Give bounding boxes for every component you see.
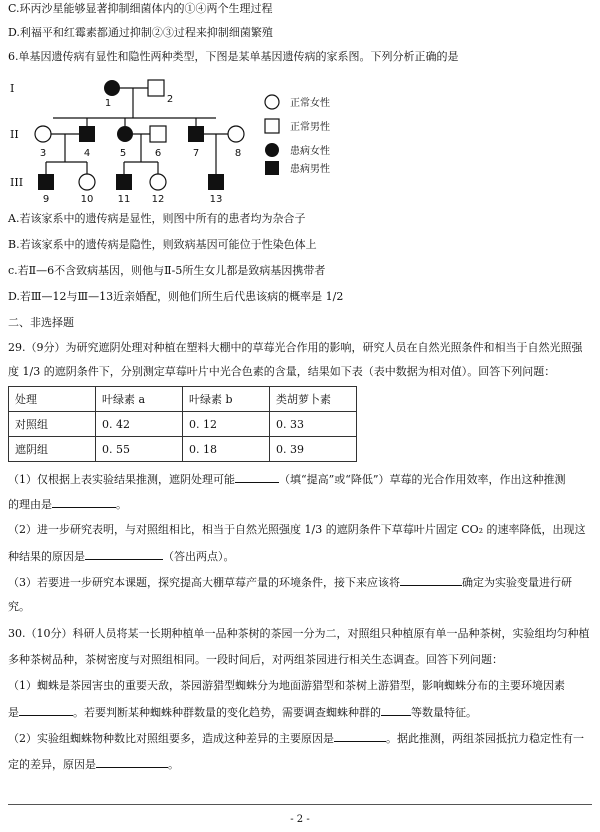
individual-10-normal-female — [79, 174, 95, 190]
answer-blank[interactable] — [334, 731, 386, 742]
option-d-prev: D.利福平和红霉素都通过抑制②③过程来抑制细菌繁殖 — [8, 26, 273, 39]
table-cell: 0. 55 — [96, 437, 183, 462]
table-header: 叶绿素 b — [183, 387, 270, 412]
individual-6-normal-male — [150, 126, 166, 142]
text-span: （答出两点）。 — [163, 550, 235, 563]
text-span: 。若要判断某种蜘蛛种群数量的变化趋势，需要调查蜘蛛种群的 — [73, 706, 381, 719]
table-cell: 0. 42 — [96, 412, 183, 437]
text-span: （2）实验组蜘蛛物种数比对照组要多，造成这种差异的主要原因是 — [8, 732, 334, 745]
legend-affected-male: 患病男性 — [290, 164, 330, 175]
table-cell: 对照组 — [9, 412, 96, 437]
table-cell: 0. 39 — [270, 437, 357, 462]
table-cell: 0. 18 — [183, 437, 270, 462]
pedigree-diagram — [8, 70, 368, 204]
id-12: 12 — [151, 194, 165, 204]
individual-9-affected-male — [38, 174, 54, 190]
answer-blank[interactable] — [96, 757, 168, 768]
q29-part3-line2: 究。 — [8, 600, 30, 613]
id-4: 4 — [83, 148, 91, 159]
q6-option-b: B.若该家系中的遗传病是隐性，则致病基因可能位于性染色体上 — [8, 238, 317, 251]
legend-affected-female-icon — [265, 143, 279, 157]
q29-part2-line1: （2）进一步研究表明，与对照组相比，相当于自然光照强度 1/3 的遮阴条件下草莓叶片固定 CO₂ 的速率降低，出现这 — [8, 523, 586, 536]
section-heading: 二、非选择题 — [8, 316, 74, 329]
text-span: （3）若要进一步研究本课题，探究提高大棚草莓产量的环境条件，接下来应该将 — [8, 576, 400, 589]
answer-blank[interactable] — [381, 705, 411, 716]
q6-option-a: A.若该家系中的遗传病是显性，则图中所有的患者均为杂合子 — [8, 212, 306, 225]
q6-stem: 6.单基因遗传病有显性和隐性两种类型，下图是某单基因遗传病的家系图。下列分析正确的是 — [8, 50, 459, 63]
pigment-table — [8, 386, 357, 462]
text-span: （填“提高”或“降低”）草莓的光合作用效率，作出这种推测 — [279, 473, 566, 486]
table-cell: 遮阴组 — [9, 437, 96, 462]
text-span: 确定为实验变量进行研 — [462, 576, 572, 589]
table-cell: 0. 12 — [183, 412, 270, 437]
table-header: 处理 — [9, 387, 96, 412]
q30-part2-line1 — [8, 731, 584, 746]
id-3: 3 — [39, 148, 47, 159]
text-span: 定的差异，原因是 — [8, 758, 96, 771]
individual-13-affected-male — [208, 174, 224, 190]
individual-4-affected-male — [79, 126, 95, 142]
table-header-row — [9, 387, 357, 412]
q29-part1-line2 — [8, 497, 127, 512]
id-7: 7 — [192, 148, 200, 159]
id-8: 8 — [234, 148, 242, 159]
text-span: 的理由是 — [8, 498, 52, 511]
table-row — [9, 437, 357, 462]
answer-blank[interactable] — [400, 575, 462, 586]
answer-blank[interactable] — [19, 705, 73, 716]
q6-option-d: D.若Ⅲ—12与Ⅲ—13近亲婚配，则他们所生后代患该病的概率是 1/2 — [8, 290, 344, 303]
id-2: 2 — [166, 94, 174, 105]
q30-part1-line2 — [8, 705, 477, 720]
gen-label-3: III — [10, 176, 24, 189]
legend-affected-female: 患病女性 — [290, 146, 330, 157]
q6-option-c: c.若Ⅱ—6不含致病基因，则他与Ⅱ-5所生女儿都是致病基因携带者 — [8, 264, 326, 277]
id-1: 1 — [104, 98, 112, 109]
individual-3-normal-female — [35, 126, 51, 142]
answer-blank[interactable] — [85, 549, 163, 560]
q29-part3-line1 — [8, 575, 572, 590]
q29-part2-line2 — [8, 549, 235, 564]
individual-12-normal-female — [150, 174, 166, 190]
legend-normal-male: 正常男性 — [290, 122, 330, 133]
q30-part2-line2 — [8, 757, 179, 772]
page-number: - 2 - — [290, 814, 310, 825]
individual-1-affected-female — [104, 80, 120, 96]
table-header: 叶绿素 a — [96, 387, 183, 412]
q30-stem-line1: 30.（10分）科研人员将某一长期种植单一品种茶树的茶园一分为二，对照组只种植原有单一品种茶树，实验组均匀种植 — [8, 627, 590, 640]
option-c-prev: C.环丙沙星能够显著抑制细菌体内的①④两个生理过程 — [8, 2, 273, 15]
legend-affected-male-icon — [265, 161, 279, 175]
id-13: 13 — [209, 194, 223, 204]
id-5: 5 — [119, 148, 127, 159]
individual-7-affected-male — [188, 126, 204, 142]
text-span: 。 — [168, 758, 179, 771]
table-row — [9, 412, 357, 437]
individual-11-affected-male — [116, 174, 132, 190]
id-9: 9 — [42, 194, 50, 204]
id-10: 10 — [80, 194, 94, 204]
legend-normal-female-icon — [265, 95, 279, 109]
individual-8-normal-female — [228, 126, 244, 142]
q30-part1-line1: （1）蜘蛛是茶园害虫的重要天敌，茶园游猎型蜘蛛分为地面游猎型和茶树上游猎型，影响蜘蛛分布的主要环境因素 — [8, 679, 565, 692]
gen-label-2: II — [10, 128, 19, 141]
table-cell: 0. 33 — [270, 412, 357, 437]
q29-stem-line1: 29.（9分）为研究遮阴处理对种植在塑料大棚中的草莓光合作用的影响，研究人员在自然光照条件和相当于自然光照强 — [8, 341, 583, 354]
text-span: 是 — [8, 706, 19, 719]
q30-stem-line2: 多种茶树品种，茶树密度与对照组相同。一段时间后，对两组茶园进行相关生态调查。回答下列问题： — [8, 653, 503, 666]
q29-stem-line2: 度 1/3 的遮阴条件下，分别测定草莓叶片中光合色素的含量，结果如下表（表中数据为相对值）。回答下列问题： — [8, 365, 556, 378]
text-span: 种结果的原因是 — [8, 550, 85, 563]
q29-part1-line1 — [8, 472, 566, 487]
gen-label-1: I — [10, 82, 15, 95]
answer-blank[interactable] — [52, 497, 116, 508]
footer-divider — [8, 804, 592, 805]
table-header: 类胡萝卜素 — [270, 387, 357, 412]
individual-5-affected-female — [117, 126, 133, 142]
text-span: 。 — [116, 498, 127, 511]
id-6: 6 — [154, 148, 162, 159]
text-span: 等数量特征。 — [411, 706, 477, 719]
individual-2-normal-male — [148, 80, 164, 96]
text-span: 。据此推测，两组茶园抵抗力稳定性有一 — [386, 732, 584, 745]
legend-normal-male-icon — [265, 119, 279, 133]
id-11: 11 — [117, 194, 131, 204]
answer-blank[interactable] — [235, 472, 279, 483]
text-span: （1）仅根据上表实验结果推测，遮阴处理可能 — [8, 473, 235, 486]
legend-normal-female: 正常女性 — [290, 98, 330, 109]
